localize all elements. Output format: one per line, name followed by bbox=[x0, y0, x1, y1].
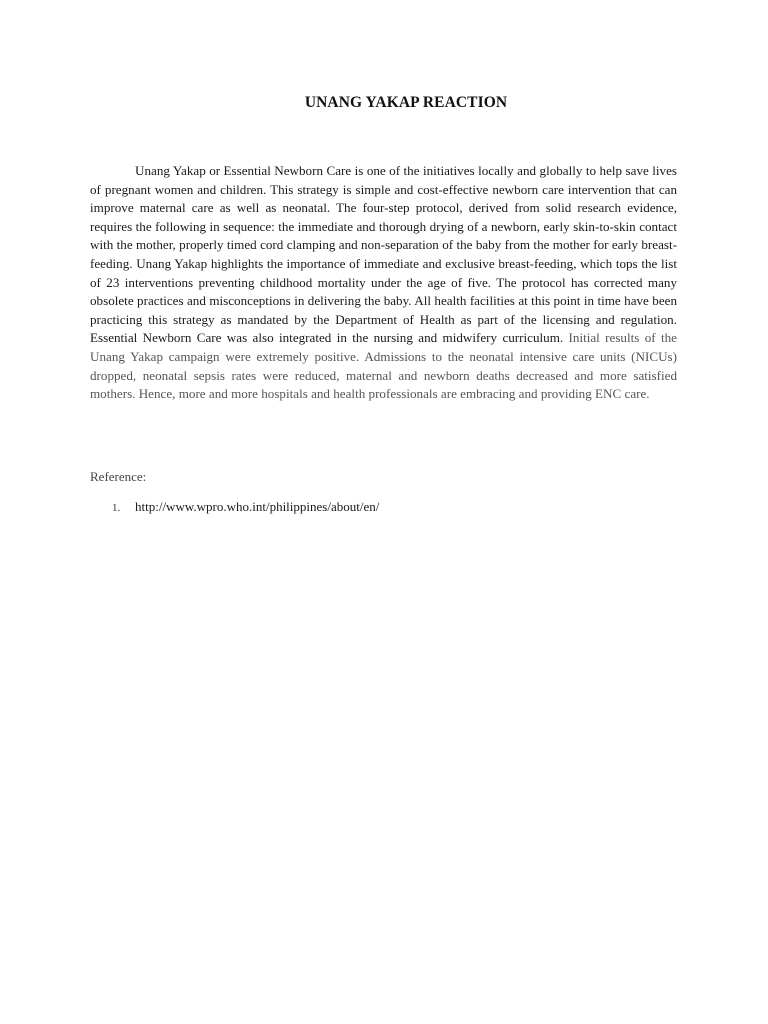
body-paragraph-quoted: Initial results of the Unang Yakap campaign were extremely positive. Admissions to the neonatal intensive care units (NICUs) dropped, neonatal sepsis rates were reduced, maternal and newborn deaths decreased and more satisfied mothers. Hence, more and more hospitals and health professionals are embracing and providing ENC care. bbox=[90, 330, 677, 402]
reference-item bbox=[90, 499, 379, 515]
body-paragraph-main: Unang Yakap or Essential Newborn Care is one of the initiatives locally and globally to help save lives of pregnant women and children. This strategy is simple and cost-effective newborn care intervention that can improve maternal care as well as neonatal. The four-step protocol, derived from solid research evidence, requires the following in sequence: the immediate and thorough drying of a newborn, early skin-to-skin contact with the mother, properly timed cord clamping and non-separation of the baby from the mother for early breast-feeding. Unang Yakap highlights the importance of immediate and exclusive breast-feeding, which tops the list of 23 interventions preventing childhood mortality under the age of five. The protocol has corrected many obsolete practices and misconceptions in delivering the baby. All health facilities at this point in time have been practicing this strategy as mandated by the Department of Health as part of the licensing and regulation. Essential Newborn Care was also integrated in the nursing and midwifery curriculum. bbox=[90, 163, 677, 346]
reference-list bbox=[90, 499, 379, 515]
reference-url: http://www.wpro.who.int/philippines/about/en/ bbox=[135, 499, 380, 514]
reference-number: 1. bbox=[112, 502, 121, 514]
reference-heading: Reference: bbox=[90, 469, 147, 484]
document-title: UNANG YAKAP REACTION bbox=[304, 94, 508, 111]
body-paragraph bbox=[90, 162, 677, 404]
